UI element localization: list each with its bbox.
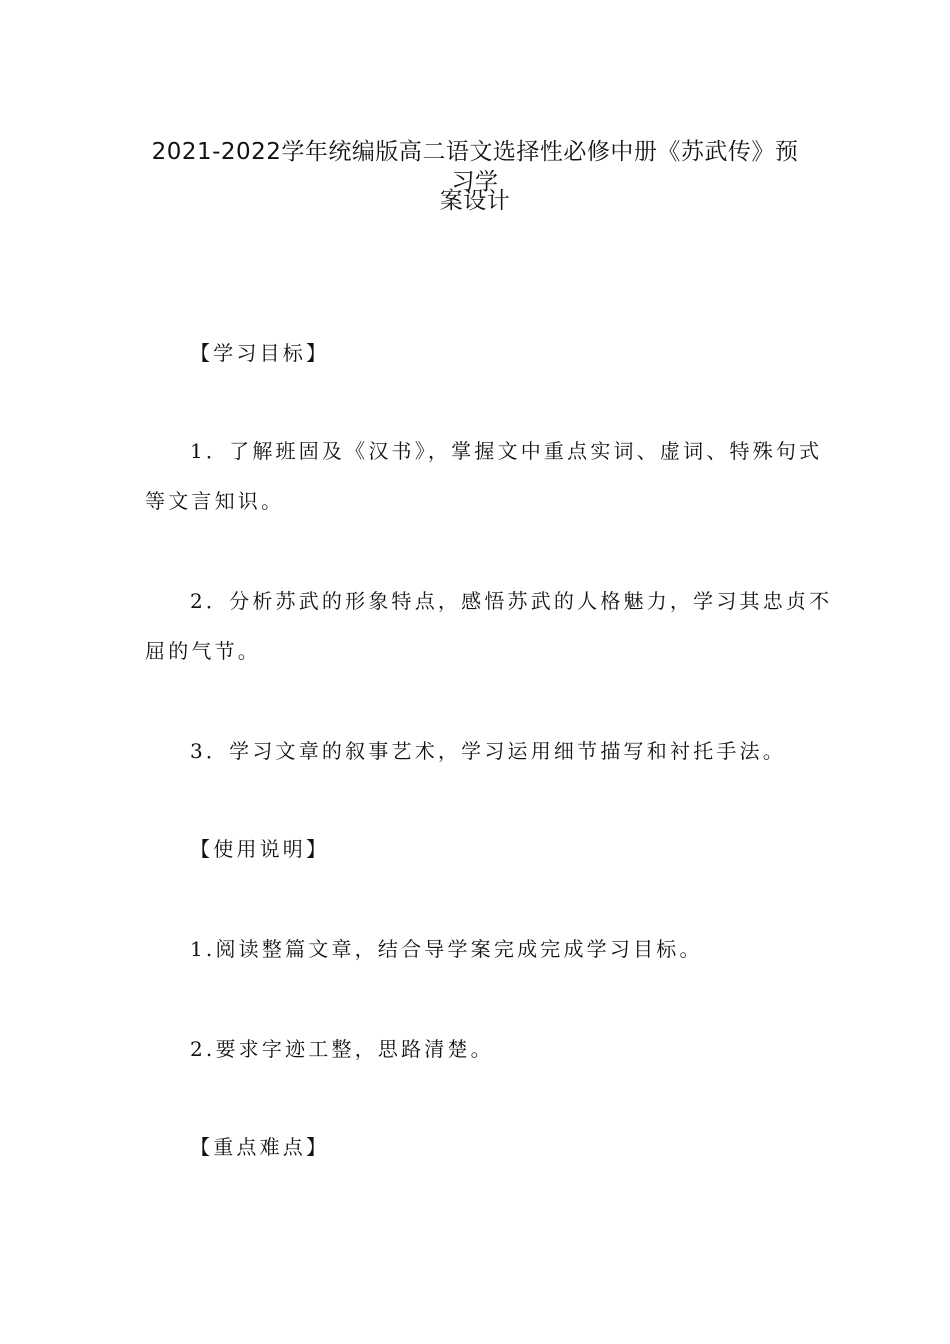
document-title-line-2: 案设计 [439, 188, 511, 214]
goal-2-line-1: 2．分析苏武的形象特点，感悟苏武的人格魅力，学习其忠贞不 [190, 589, 833, 613]
document-title-line-1: 2021-2022学年统编版高二语文选择性必修中册《苏武传》预习学 [151, 139, 799, 195]
section-heading-goals: 【学习目标】 [190, 341, 330, 365]
usage-item-2: 2.要求字迹工整，思路清楚。 [190, 1037, 494, 1061]
usage-item-1: 1.阅读整篇文章，结合导学案完成完成学习目标。 [190, 937, 703, 961]
goal-3: 3．学习文章的叙事艺术，学习运用细节描写和衬托手法。 [190, 739, 786, 763]
goal-1-line-1: 1．了解班固及《汉书》，掌握文中重点实词、虚词、特殊句式 [190, 439, 823, 463]
section-heading-key-points: 【重点难点】 [190, 1135, 330, 1159]
section-heading-usage: 【使用说明】 [190, 837, 330, 861]
goal-1-line-2: 等文言知识。 [145, 489, 285, 513]
goal-2-line-2: 屈的气节。 [145, 639, 261, 663]
